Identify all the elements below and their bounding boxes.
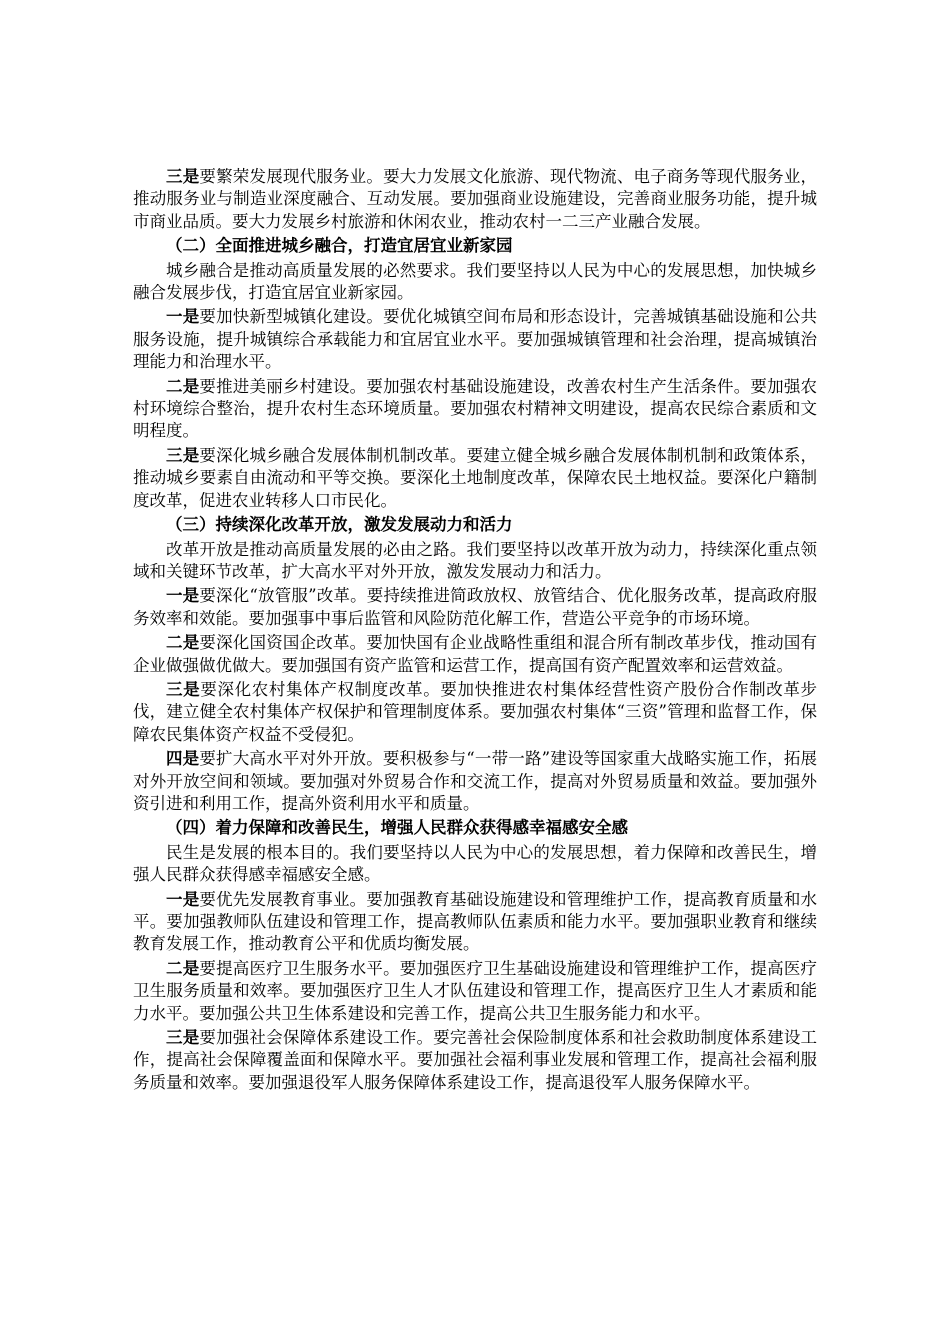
paragraph-text: 要优先发展教育事业。要加强教育基础设施建设和管理维护工作，提高教育质量和水平。要加强教师队伍建设和管理工作，提高教师队伍素质和能力水平。要加强职业教育和继续教育发展工作，推动教育公平和优质均衡发展。: [133, 889, 818, 954]
paragraph-text: 要深化城乡融合发展体制机制改革。要建立健全城乡融合发展体制机制和政策体系，推动城乡要素自由流动和平等交换。要深化土地制度改革，保障农民土地权益。要深化户籍制度改革，促进农业转移人口市民化。: [133, 445, 818, 510]
paragraph: [133, 632, 817, 677]
section-heading: （四）着力保障和改善民生，增强人民群众获得感幸福感安全感: [166, 818, 628, 838]
paragraph-text: 要深化“放管服”改革。要持续推进简政放权、放管结合、优化服务改革，提高政府服务效率和效能。要加强事中事后监管和风险防范化解工作，营造公平竞争的市场环境。: [133, 586, 818, 628]
paragraph-lead: 二是: [166, 958, 200, 978]
paragraph: [133, 306, 817, 373]
paragraph: [133, 376, 817, 443]
paragraph-text: 要繁荣发展现代服务业。要大力发展文化旅游、现代物流、电子商务等现代服务业，推动服务业与制造业深度融合、互动发展。要加强商业设施建设，完善商业服务功能，提升城市商业品质。要大力发展乡村旅游和休闲农业，推动农村一二三产业融合发展。: [133, 167, 818, 231]
section-heading: （二）全面推进城乡融合，打造宜居宜业新家园: [166, 236, 513, 256]
paragraph-lead: 二是: [166, 376, 200, 396]
paragraph: [133, 585, 817, 630]
paragraph-text: 要加强社会保障体系建设工作。要完善社会保险制度体系和社会救助制度体系建设工作，提高社会保障覆盖面和保障水平。要加强社会福利事业发展和管理工作，提高社会福利服务质量和效率。要加强退役军人服务保障体系建设工作，提高退役军人服务保障水平。: [133, 1028, 818, 1092]
paragraph: [133, 889, 817, 956]
paragraph-lead: 四是: [166, 749, 200, 769]
paragraph-lead: 三是: [166, 167, 200, 186]
paragraph-lead: 一是: [166, 307, 200, 327]
paragraph-lead: 三是: [166, 1028, 200, 1048]
paragraph-lead: 三是: [166, 445, 200, 465]
paragraph: [133, 748, 817, 815]
paragraph: 改革开放是推动高质量发展的必由之路。我们要坚持以改革开放为动力，持续深化重点领域和关键环节改革，扩大高水平对外开放，激发发展动力和活力。: [133, 539, 817, 581]
paragraph-lead: 三是: [166, 679, 201, 699]
paragraph-lead: 一是: [166, 889, 200, 909]
paragraph: [133, 445, 817, 512]
paragraph-text: 要深化农村集体产权制度改革。要加快推进农村集体经营性资产股份合作制改革步伐，建立健全农村集体产权保护和管理制度体系。要加强农村集体“三资”管理和监督工作，保障农民集体资产权益不受侵犯。: [133, 679, 818, 744]
paragraph-text: 要加快新型城镇化建设。要优化城镇空间布局和形态设计，完善城镇基础设施和公共服务设施，提升城镇综合承载能力和宜居宜业水平。要加强城镇管理和社会治理，提高城镇治理能力和治理水平。: [133, 307, 818, 372]
paragraph: 城乡融合是推动高质量发展的必然要求。我们要坚持以人民为中心的发展思想，加快城乡融合发展步伐，打造宜居宜业新家园。: [133, 260, 817, 303]
paragraph: [133, 1027, 817, 1094]
document-body: [133, 166, 817, 1094]
paragraph: [133, 958, 817, 1025]
paragraph-text: 要提高医疗卫生服务水平。要加强医疗卫生基础设施建设和管理维护工作，提高医疗卫生服务质量和效率。要加强医疗卫生人才队伍建设和管理工作，提高医疗卫生人才素质和能力水平。要加强公共卫生体系建设和完善工作，提高公共卫生服务能力和水平。: [133, 958, 818, 1023]
paragraph-text: 要推进美丽乡村建设。要加强农村基础设施建设，改善农村生产生活条件。要加强农村环境综合整治，提升农村生态环境质量。要加强农村精神文明建设，提高农民综合素质和文明程度。: [133, 376, 818, 441]
section-heading: （三）持续深化改革开放，激发发展动力和活力: [166, 515, 513, 535]
paragraph-lead: 二是: [166, 633, 200, 653]
paragraph-lead: 一是: [166, 586, 200, 606]
paragraph: [133, 166, 817, 233]
paragraph-text: 要扩大高水平对外开放。要积极参与“一带一路”建设等国家重大战略实施工作，拓展对外开放空间和领域。要加强对外贸易合作和交流工作，提高对外贸易质量和效益。要加强外资引进和利用工作，提高外资利用水平和质量。: [133, 749, 818, 813]
paragraph: 民生是发展的根本目的。我们要坚持以人民为中心的发展思想，着力保障和改善民生，增强人民群众获得感幸福感安全感。: [133, 842, 817, 885]
paragraph: [133, 679, 817, 746]
paragraph-text: 要深化国资国企改革。要加快国有企业战略性重组和混合所有制改革步伐，推动国有企业做强做优做大。要加强国有资产监管和运营工作，提高国有资产配置效率和运营效益。: [133, 633, 818, 675]
